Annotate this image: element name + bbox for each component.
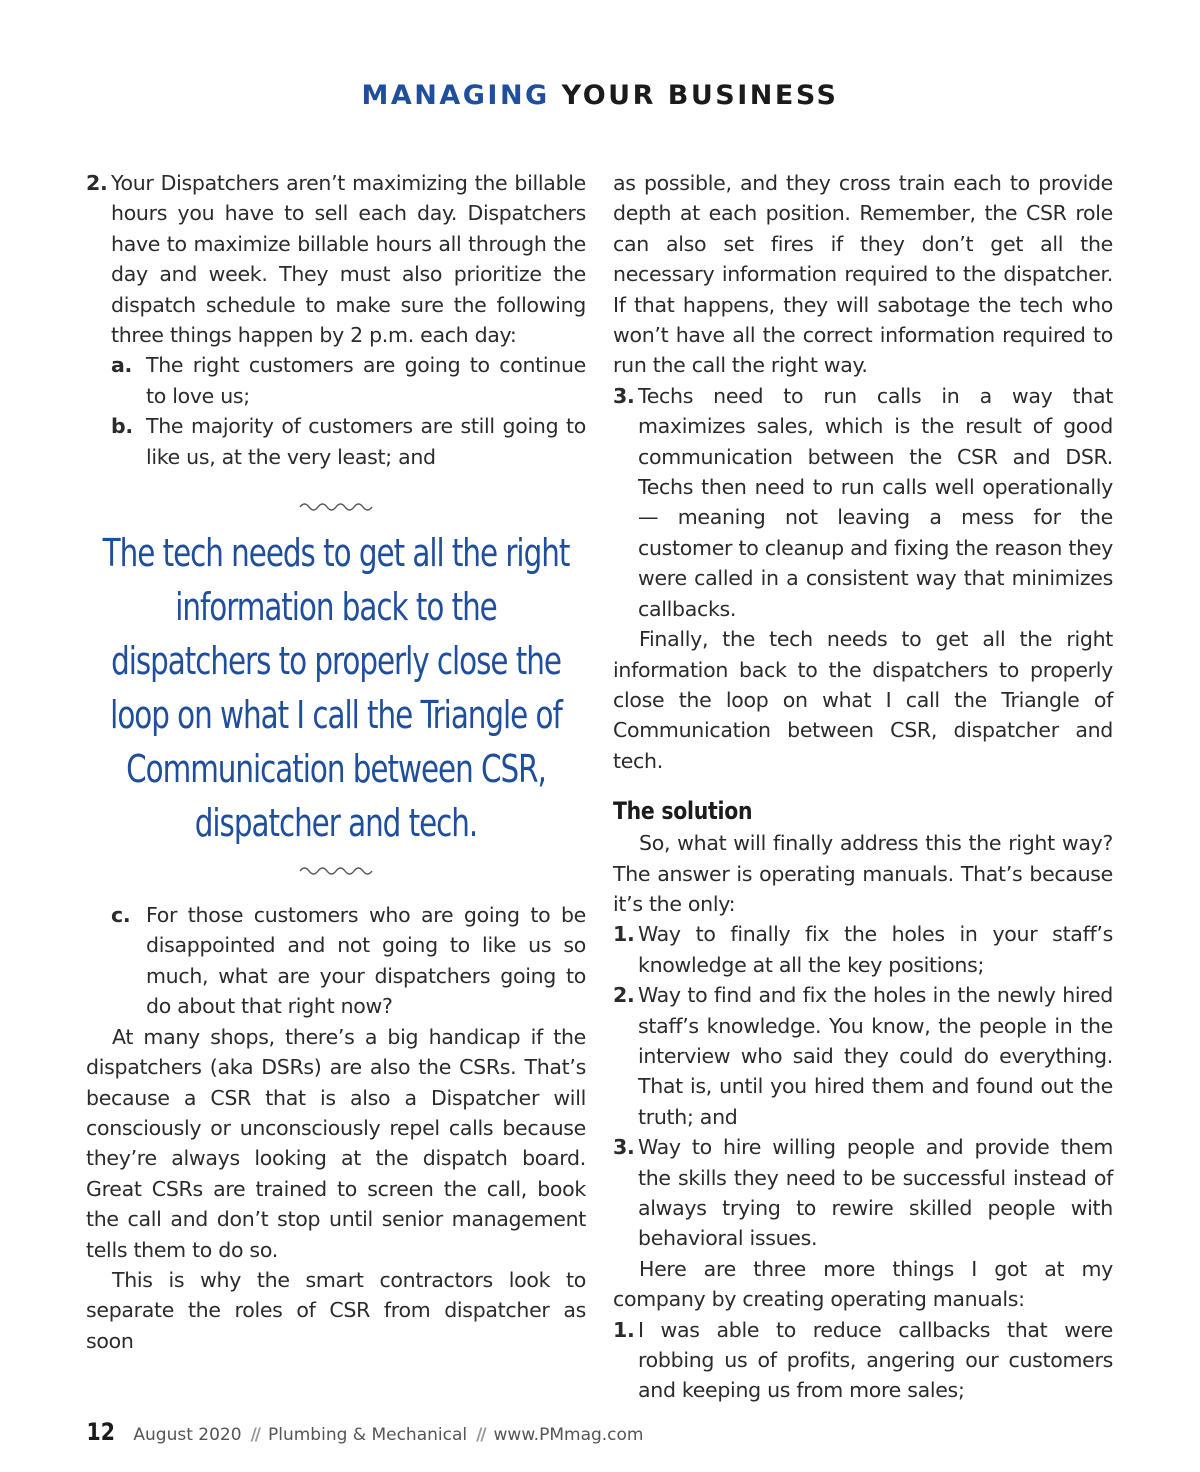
subhead: The solution [613, 797, 753, 826]
header-accent: MANAGING [361, 80, 550, 111]
section-header [0, 80, 1200, 111]
paragraph: Finally, the tech needs to get all the right information back to the dispatchers to properly close the loop on what I call the Triangle of Communication between CSR, dispatcher and tech. [613, 627, 1113, 773]
footer-separator: // [250, 1425, 259, 1445]
paragraph: At many shops, there’s a big handicap if the dispatchers (aka DSRs) are also the CSRs. That’s because a CSR that is also a Dispatcher will consciously or unconsciously repel calls because they’re always looking at the dispatch board. Great CSRs are trained to screen the call, book the call and don’t stop until senior management tells them to do so. [86, 1024, 586, 1262]
lettered-item: c. For those customers who are going to be disappointed and not going to like us so much, what are your dispatchers going to do about that right now? [111, 903, 586, 1019]
right-column [613, 168, 1113, 1406]
paragraph: So, what will finally address this the right way? The answer is operating manuals. That’s because it’s the only: [613, 831, 1113, 916]
page-number: 12 [86, 1418, 115, 1446]
paragraph: This is why the smart contractors look to separate the roles of CSR from dispatcher as soon [86, 1267, 586, 1353]
squiggle-divider [86, 860, 586, 880]
numbered-item: 1. I was able to reduce callbacks that were robbing us of profits, angering our customers and keeping us from more sales; [613, 1317, 1113, 1403]
pull-quote: The tech needs to get all the right information back to the dispatchers to properly close the loop on what I call the Triangle of Communication between CSR, dispatcher and tech. [102, 531, 570, 846]
lettered-item: a. The right customers are going to continue to love us; [111, 353, 586, 408]
left-column [86, 168, 586, 1356]
footer-separator: // [476, 1425, 485, 1445]
page-footer [84, 1418, 644, 1446]
paragraph: Here are three more things I got at my company by creating operating manuals: [613, 1256, 1113, 1312]
numbered-item: 3. Way to hire willing people and provide them the skills they need to be successful instead of always trying to rewire skilled people with behavioral issues. [613, 1135, 1113, 1251]
header-rest: YOUR BUSINESS [561, 80, 839, 111]
squiggle-divider [86, 496, 586, 516]
website-url: www.PMmag.com [493, 1425, 644, 1445]
magazine-name: Plumbing & Mechanical [268, 1425, 468, 1445]
numbered-item: 3. Techs need to run calls in a way that maximizes sales, which is the result of good communication between the CSR and DSR. Techs then need to run calls well operationally — meaning not leaving a mess for the customer to cleanup and fixing the reason they were called in a consistent way that minimizes callbacks. [613, 383, 1113, 621]
lettered-item: b. The majority of customers are still going to like us, at the very least; and [111, 414, 586, 469]
paragraph: as possible, and they cross train each to provide depth at each position. Remember, the CSR role can also set fires if they don’t get all the necessary information required to the dispatcher. If that happens, they will sabotage the tech who won’t have all the correct information required to run the call the right way. [613, 171, 1113, 378]
numbered-item: 2. Way to find and fix the holes in the newly hired staff’s knowledge. You know, the people in the interview who said they could do everything. That is, until you hired them and found out the truth; and [613, 983, 1113, 1129]
numbered-item: 2. Your Dispatchers aren’t maximizing the billable hours you have to sell each day. Dispatchers have to maximize billable hours all through the day and week. They must also prioritize the dispatch schedule to make sure the following three things happen by 2 p.m. each day: [86, 171, 586, 348]
issue-date: August 2020 [133, 1425, 242, 1445]
numbered-item: 1. Way to finally fix the holes in your staff’s knowledge at all the key positions; [613, 922, 1113, 977]
